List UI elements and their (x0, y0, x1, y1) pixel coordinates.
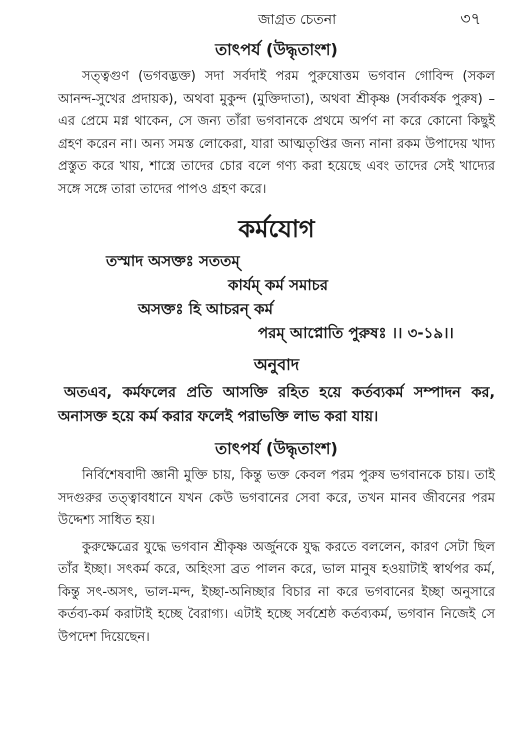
purport-paragraph-3 (58, 537, 495, 650)
verse-line: পরম্ আপ্নোতি পুরুষঃ ।। ৩-১৯।। (258, 324, 454, 342)
text-line: তাই সদগুরুর তত্ত্বাবধানে যখন কেউ ভগবানের সেবা করে, তখন মানব জীবনের (58, 468, 495, 506)
text-line: ভগবান নিজেই সে উপদেশ দিয়েছেন। (58, 607, 495, 645)
text-line: কুরুক্ষেত্রের যুদ্ধে ভগবান শ্রীকৃষ্ণ অর্জুনকে যুদ্ধ করতে বললেন, কারণ সেটা (82, 539, 469, 555)
text-line: কর, অনাসক্ত হয়ে কর্ম করার ফলেই পরাভক্তি লাভ করা যায়। (58, 385, 495, 425)
verse-line: কার্যম্ কর্ম সমাচর (228, 276, 329, 294)
page-number: ৩৭ (460, 9, 481, 28)
text-line: পুরুষ) – এর প্রেমে মগ্ন থাকেন, সে জন্য তাঁরা ভগবানকে প্রথমে অর্পণ না করে (58, 91, 495, 129)
text-line: এবং তাদের সেই খাদ্যের সঙ্গে সঙ্গে তারা তাদের পাপও গ্রহণ করে। (58, 159, 495, 197)
purport-paragraph-2 (58, 465, 495, 533)
text-line: ইচ্ছা অনুসারে কর্তব্য-কর্ম করাটাই হচ্ছে বৈরাগ্য। এটাই হচ্ছে সর্বশ্রেষ্ঠ কর্তব্যকর্ম, (58, 584, 495, 622)
text-line: কোনো কিছুই গ্রহণ করেন না। অন্য সমস্ত লোকেরা, যারা আত্মতৃপ্তির জন্য নানা (58, 114, 496, 152)
verse-line: অসক্তঃ হি আচরন্ কর্ম (138, 300, 273, 318)
purport-heading-2: তাৎপর্য (উদ্ধৃতাংশ) (215, 439, 338, 458)
text-line: অতএব, কর্মফলের প্রতি আসক্তি রহিত হয়ে কর্তব্যকর্ম সম্পাদন (64, 385, 461, 401)
translation-heading: অনুবাদ (253, 355, 300, 374)
chapter-title: কর্মযোগ (238, 215, 315, 243)
text-line: পরম উদ্দেশ্য সাধিত হয়। (58, 490, 495, 528)
running-title: জাগ্রত চেতনা (258, 12, 337, 28)
text-line: ছিল তাঁর ইচ্ছা। সৎকর্ম করে, অহিংসা ব্রত পালন করে, ভাল মানুষ হওয়াটাই (58, 539, 495, 577)
purport-heading-1: তাৎপর্য (উদ্ধৃতাংশ) (215, 40, 338, 59)
text-line: স্বার্থপর কর্ম, কিন্তু সৎ-অসৎ, ভাল-মন্দ, ইচ্ছা-অনিচ্ছার বিচার না করে ভগবানের (58, 562, 496, 600)
text-line: আনন্দ-সুখের প্রদায়ক), অথবা মুকুন্দ (মুক্তিদাতা), অথবা শ্রীকৃষ্ণ (সর্বাকর্ষক (58, 91, 446, 107)
verse-line: তস্মাদ অসক্তঃ সততম্ (106, 252, 240, 270)
text-line: রকম উপাদেয় খাদ্য প্রস্তুত করে খায়, শাস্ত্রে তাদের চোর বলে গণ্য করা হয়েছে (58, 136, 495, 174)
running-header (58, 0, 495, 30)
text-line: নির্বিশেষবাদী জ্ঞানী মুক্তি চায়, কিন্তু ভক্ত কেবল পরম পুরুষ ভগবানকে চায়। (82, 468, 470, 483)
translation-text (58, 381, 495, 429)
text-line: সত্ত্বগুণ (ভগবদ্ভক্ত) সদা সর্বদাই পরম পুরুষোত্তম ভগবান গোবিন্দ (সকল (82, 69, 495, 84)
purport-paragraph-1 (58, 66, 495, 201)
sanskrit-verse (58, 249, 495, 345)
